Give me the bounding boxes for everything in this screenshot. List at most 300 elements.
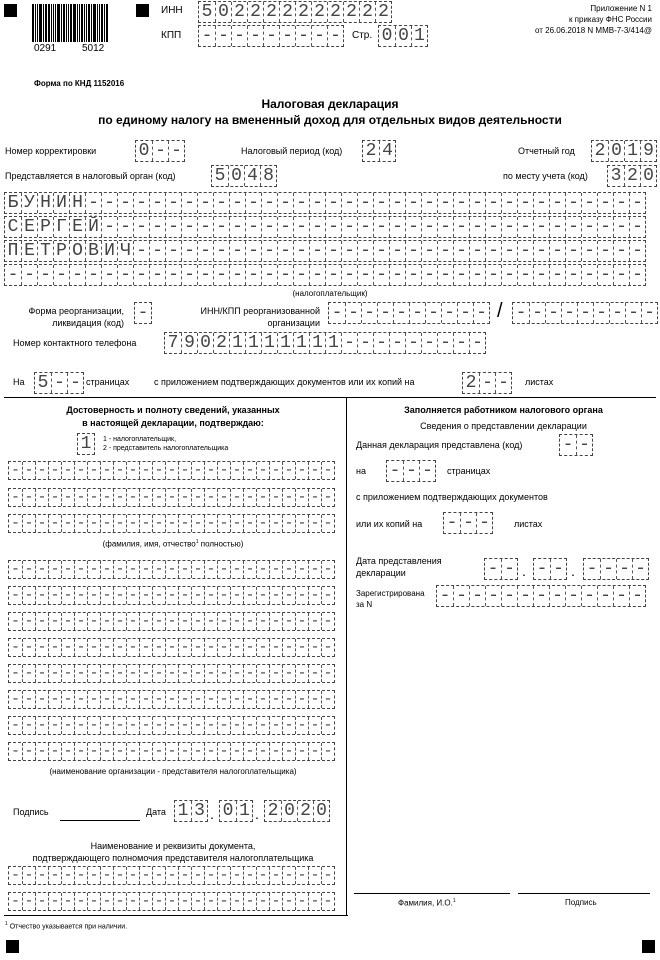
char-cell: - [282,893,295,910]
char-cell: 4 [244,166,260,186]
char-cell: - [100,515,113,532]
char-cell: 9 [640,141,656,161]
char-cell: - [139,717,152,734]
char-cell: - [439,586,451,606]
char-cell: - [295,561,308,578]
char-cell: - [282,561,295,578]
slash-divider: / [497,300,503,322]
char-cell: - [565,265,581,285]
char-cell: - [230,665,243,682]
char-cell: - [629,241,645,261]
correction-field[interactable] [135,140,185,162]
fio-line-3[interactable] [8,514,335,533]
char-cell: - [217,691,230,708]
char-cell: - [308,639,321,656]
phone-field[interactable] [164,332,486,354]
fio-caption [0,539,346,549]
char-cell: - [165,587,178,604]
barcode-bar [55,4,56,42]
location-label: по месту учета (код) [503,171,588,181]
char-cell: - [421,265,437,285]
taxpayer-name-line-1[interactable] [4,192,646,214]
char-cell: - [74,587,87,604]
char-cell: - [295,717,308,734]
taxpayer-name-line-2[interactable] [4,216,646,238]
char-cell: - [613,586,629,606]
char-cell: 1 [229,333,245,353]
char-cell: - [152,515,165,532]
char-cell: - [100,717,113,734]
char-cell: - [256,489,269,506]
char-cell: - [597,193,613,213]
char-cell: - [100,613,113,630]
char-cell: - [87,717,100,734]
char-cell: - [593,303,609,323]
char-cell: - [117,265,133,285]
barcode-bar [104,4,105,42]
char-cell: - [137,303,149,323]
char-cell: - [113,613,126,630]
footnote-ref: 1 [5,921,8,927]
taxpayer-name-line-3[interactable] [4,240,646,262]
date-year-field[interactable] [264,800,330,822]
char-cell: - [61,867,74,884]
char-cell: - [341,193,357,213]
char-cell: - [357,265,373,285]
char-cell: - [139,489,152,506]
char-cell: - [277,217,293,237]
office-fio-line[interactable] [354,893,510,894]
char-cell: - [165,717,178,734]
char-cell: - [389,333,405,353]
char-cell: - [282,717,295,734]
char-cell: - [308,893,321,910]
tax-office-field[interactable] [211,165,277,187]
char-cell: - [308,561,321,578]
barcode-bar [35,4,36,42]
char-cell: - [178,717,191,734]
char-cell: - [35,665,48,682]
office-signature-line[interactable] [518,893,650,894]
char-cell: - [308,489,321,506]
registration-number-field[interactable] [436,585,646,607]
corner-marker [4,4,17,17]
char-cell: - [133,265,149,285]
char-cell: - [501,241,517,261]
char-cell: - [101,217,117,237]
org-line-8[interactable] [8,742,335,761]
char-cell: И [101,241,117,261]
char-cell: - [191,717,204,734]
char-cell: - [35,613,48,630]
reorg-inn-field[interactable] [328,302,490,324]
reorg-kpp-field[interactable] [512,302,658,324]
char-cell: - [61,743,74,760]
char-cell: - [113,587,126,604]
office-title: Заполняется работником налогового органа [404,405,603,415]
char-cell: - [178,613,191,630]
char-cell: - [204,665,217,682]
char-cell: - [331,303,343,323]
char-cell: - [600,559,616,579]
char-cell: - [256,515,269,532]
char-cell: - [282,613,295,630]
char-cell: - [421,217,437,237]
signer-code-field[interactable] [77,433,95,455]
char-cell: - [126,587,139,604]
location-field[interactable] [607,165,657,187]
char-cell: Ч [117,241,133,261]
char-cell: 2 [465,373,477,393]
char-cell: - [597,586,613,606]
char-cell: - [35,462,48,479]
char-cell: - [51,373,67,393]
char-cell: - [256,613,269,630]
char-cell: - [295,489,308,506]
year-field[interactable] [591,140,657,162]
pages-field[interactable] [34,372,84,394]
page-label: Стр. [352,30,373,41]
char-cell: - [178,639,191,656]
char-cell: - [453,217,469,237]
char-cell: - [100,867,113,884]
char-cell: - [533,241,549,261]
fio-line-2[interactable] [8,488,335,507]
char-cell: - [10,587,20,604]
barcode-bar [63,4,65,42]
char-cell: - [35,489,48,506]
char-cell: - [487,559,499,579]
date-month-field[interactable] [219,800,253,822]
submitted-code-field[interactable] [559,434,593,456]
char-cell: - [204,893,217,910]
char-cell: - [230,867,243,884]
char-cell: - [181,217,197,237]
char-cell: - [325,241,341,261]
char-cell: - [152,462,165,479]
char-cell: - [191,515,204,532]
char-cell: - [35,587,48,604]
char-cell: - [277,265,293,285]
char-cell: - [581,193,597,213]
page-number-field[interactable] [378,25,428,47]
office-sheets-field[interactable] [443,512,493,534]
office-attach-label: с приложением подтверждающих документов [356,492,548,502]
org-line-7[interactable] [8,716,335,735]
office-date-month[interactable] [533,558,567,580]
char-cell: - [21,265,37,285]
attach-sheets-field[interactable] [462,372,512,394]
footnote-ref: 1 [195,539,199,545]
char-cell: - [282,665,295,682]
char-cell: - [10,462,20,479]
char-cell: - [389,193,405,213]
char-cell: - [35,561,48,578]
doc-label-1: Наименование и реквизиты документа, [90,841,256,851]
phone-label: Номер контактного телефона [13,338,137,348]
char-cell: - [485,217,501,237]
char-cell: - [515,303,527,323]
char-cell: - [597,265,613,285]
char-cell: - [230,613,243,630]
char-cell: 2 [247,2,263,22]
char-cell: - [217,489,230,506]
char-cell: - [341,217,357,237]
correction-label: Номер корректировки [5,146,97,156]
char-cell: - [243,515,256,532]
doc-line-1[interactable] [8,866,335,885]
date-dot: . [571,563,575,579]
char-cell: - [22,561,35,578]
char-cell: - [113,639,126,656]
appendix-note [535,3,652,36]
char-cell: - [243,489,256,506]
char-cell: - [373,241,389,261]
char-cell: - [204,515,217,532]
char-cell: - [485,265,501,285]
barcode-bar [101,4,103,42]
char-cell: - [139,665,152,682]
char-cell: - [22,639,35,656]
char-cell: - [10,867,20,884]
char-cell: Й [85,217,101,237]
char-cell: - [517,265,533,285]
char-cell: - [61,515,74,532]
char-cell: - [229,265,245,285]
char-cell: - [139,462,152,479]
char-cell: - [453,333,469,353]
char-cell: - [48,587,61,604]
date-day-field[interactable] [174,800,208,822]
barcode-bar [93,4,96,42]
char-cell: - [165,462,178,479]
barcode-bar [53,4,54,42]
office-fio-label-text: Фамилия, И.О. [398,898,453,908]
section-divider [4,397,656,398]
char-cell: 1 [261,333,277,353]
char-cell: - [469,333,485,353]
char-cell: - [48,691,61,708]
char-cell: 1 [411,26,427,46]
char-cell: - [69,265,85,285]
char-cell: - [277,193,293,213]
char-cell: - [10,665,20,682]
char-cell: - [581,241,597,261]
char-cell: - [74,489,87,506]
org-line-1[interactable] [8,560,335,579]
char-cell: - [149,265,165,285]
char-cell: - [35,743,48,760]
char-cell: Б [7,193,19,213]
char-cell: - [309,241,325,261]
signature-line[interactable] [60,820,140,821]
char-cell: - [373,217,389,237]
char-cell: - [100,743,113,760]
char-cell: - [282,489,295,506]
char-cell: - [501,217,517,237]
char-cell: - [113,489,126,506]
char-cell: - [293,241,309,261]
char-cell: - [165,743,178,760]
office-date-day[interactable] [484,558,518,580]
char-cell: - [308,717,321,734]
char-cell: - [419,461,435,481]
barcode-bar [37,4,38,42]
char-cell: - [139,587,152,604]
char-cell: - [377,303,393,323]
char-cell: - [191,489,204,506]
reorg-form-field[interactable] [134,302,152,324]
char-cell: - [485,193,501,213]
barcode-bar [70,4,72,42]
char-cell: - [191,893,204,910]
office-pages-field[interactable] [386,460,436,482]
char-cell: - [405,217,421,237]
char-cell: - [126,743,139,760]
barcode-bar [66,4,67,42]
char-cell: - [178,515,191,532]
reorg-form-label-line: ликвидация (код) [52,318,124,328]
char-cell: - [245,217,261,237]
char-cell: - [321,587,334,604]
char-cell: - [373,265,389,285]
char-cell: - [256,665,269,682]
char-cell: - [178,743,191,760]
char-cell: - [308,691,321,708]
barcode-bar [88,4,90,42]
char-cell: - [437,217,453,237]
char-cell: - [152,639,165,656]
org-line-4[interactable] [8,638,335,657]
char-cell: - [279,26,295,46]
char-cell: - [405,193,421,213]
char-cell: - [191,462,204,479]
char-cell: - [243,665,256,682]
char-cell: 2 [624,166,640,186]
char-cell: - [10,515,20,532]
char-cell: - [133,193,149,213]
char-cell: - [269,867,282,884]
char-cell: - [243,639,256,656]
form-code: Форма по КНД 1152016 [34,79,125,88]
char-cell: - [256,691,269,708]
char-cell: - [308,462,321,479]
char-cell: - [149,193,165,213]
char-cell: - [87,613,100,630]
org-line-3[interactable] [8,612,335,631]
char-cell: 2 [343,2,359,22]
appendix-line: от 26.06.2018 N ММВ-7-3/414@ [534,26,652,35]
org-line-2[interactable] [8,586,335,605]
reorg-form-label [12,305,124,329]
char-cell: - [168,141,184,161]
char-cell: - [269,893,282,910]
char-cell: - [165,639,178,656]
barcode-bar [48,4,50,42]
char-cell: Н [69,193,85,213]
char-cell: - [261,217,277,237]
barcode-number-left: 0291 [34,43,57,54]
org-line-6[interactable] [8,690,335,709]
char-cell: - [437,241,453,261]
char-cell: - [629,193,645,213]
char-cell: - [256,893,269,910]
char-cell: - [581,217,597,237]
char-cell: - [197,217,213,237]
char-cell: - [113,867,126,884]
char-cell: - [126,665,139,682]
char-cell: - [243,893,256,910]
doc-line-2[interactable] [8,892,335,911]
char-cell: - [230,561,243,578]
char-cell: - [269,587,282,604]
char-cell: - [10,613,20,630]
char-cell: - [321,561,334,578]
org-line-5[interactable] [8,664,335,683]
char-cell: 9 [181,333,197,353]
registered-label-line: Зарегистрирована [356,589,425,598]
char-cell: - [113,462,126,479]
char-cell: - [191,867,204,884]
char-cell: - [269,743,282,760]
char-cell: П [7,241,19,261]
char-cell: - [321,717,334,734]
char-cell: - [215,26,231,46]
char-cell: - [217,717,230,734]
char-cell: - [361,303,377,323]
inn-field[interactable] [198,1,392,23]
char-cell: - [453,265,469,285]
tax-period-field[interactable] [362,140,396,162]
char-cell: - [293,217,309,237]
fio-line-1[interactable] [8,461,335,480]
char-cell: Е [21,241,37,261]
char-cell: - [165,489,178,506]
inn-label: ИНН [161,5,183,16]
char-cell: 0 [138,141,150,161]
char-cell: - [389,461,401,481]
char-cell: - [393,303,409,323]
reorg-innkpp-label [180,305,320,329]
char-cell: Н [37,193,53,213]
char-cell: - [243,867,256,884]
char-cell: - [321,515,334,532]
char-cell: - [565,241,581,261]
signer-option: 1 - налогоплательщик, [103,436,177,443]
kpp-field[interactable] [198,25,344,47]
char-cell: - [87,489,100,506]
char-cell: - [126,691,139,708]
char-cell: 1 [325,333,341,353]
pages-middle: страницах [86,377,130,387]
char-cell: - [85,193,101,213]
char-cell: - [325,217,341,237]
char-cell: - [469,193,485,213]
taxpayer-name-line-4[interactable] [4,264,646,286]
char-cell: - [113,561,126,578]
char-cell: - [581,586,597,606]
char-cell: - [48,462,61,479]
char-cell: - [100,561,113,578]
char-cell: - [460,513,476,533]
char-cell: - [389,217,405,237]
char-cell: - [243,613,256,630]
char-cell: - [87,691,100,708]
char-cell: - [437,193,453,213]
char-cell: - [165,691,178,708]
office-date-year[interactable] [583,558,649,580]
char-cell: - [243,462,256,479]
